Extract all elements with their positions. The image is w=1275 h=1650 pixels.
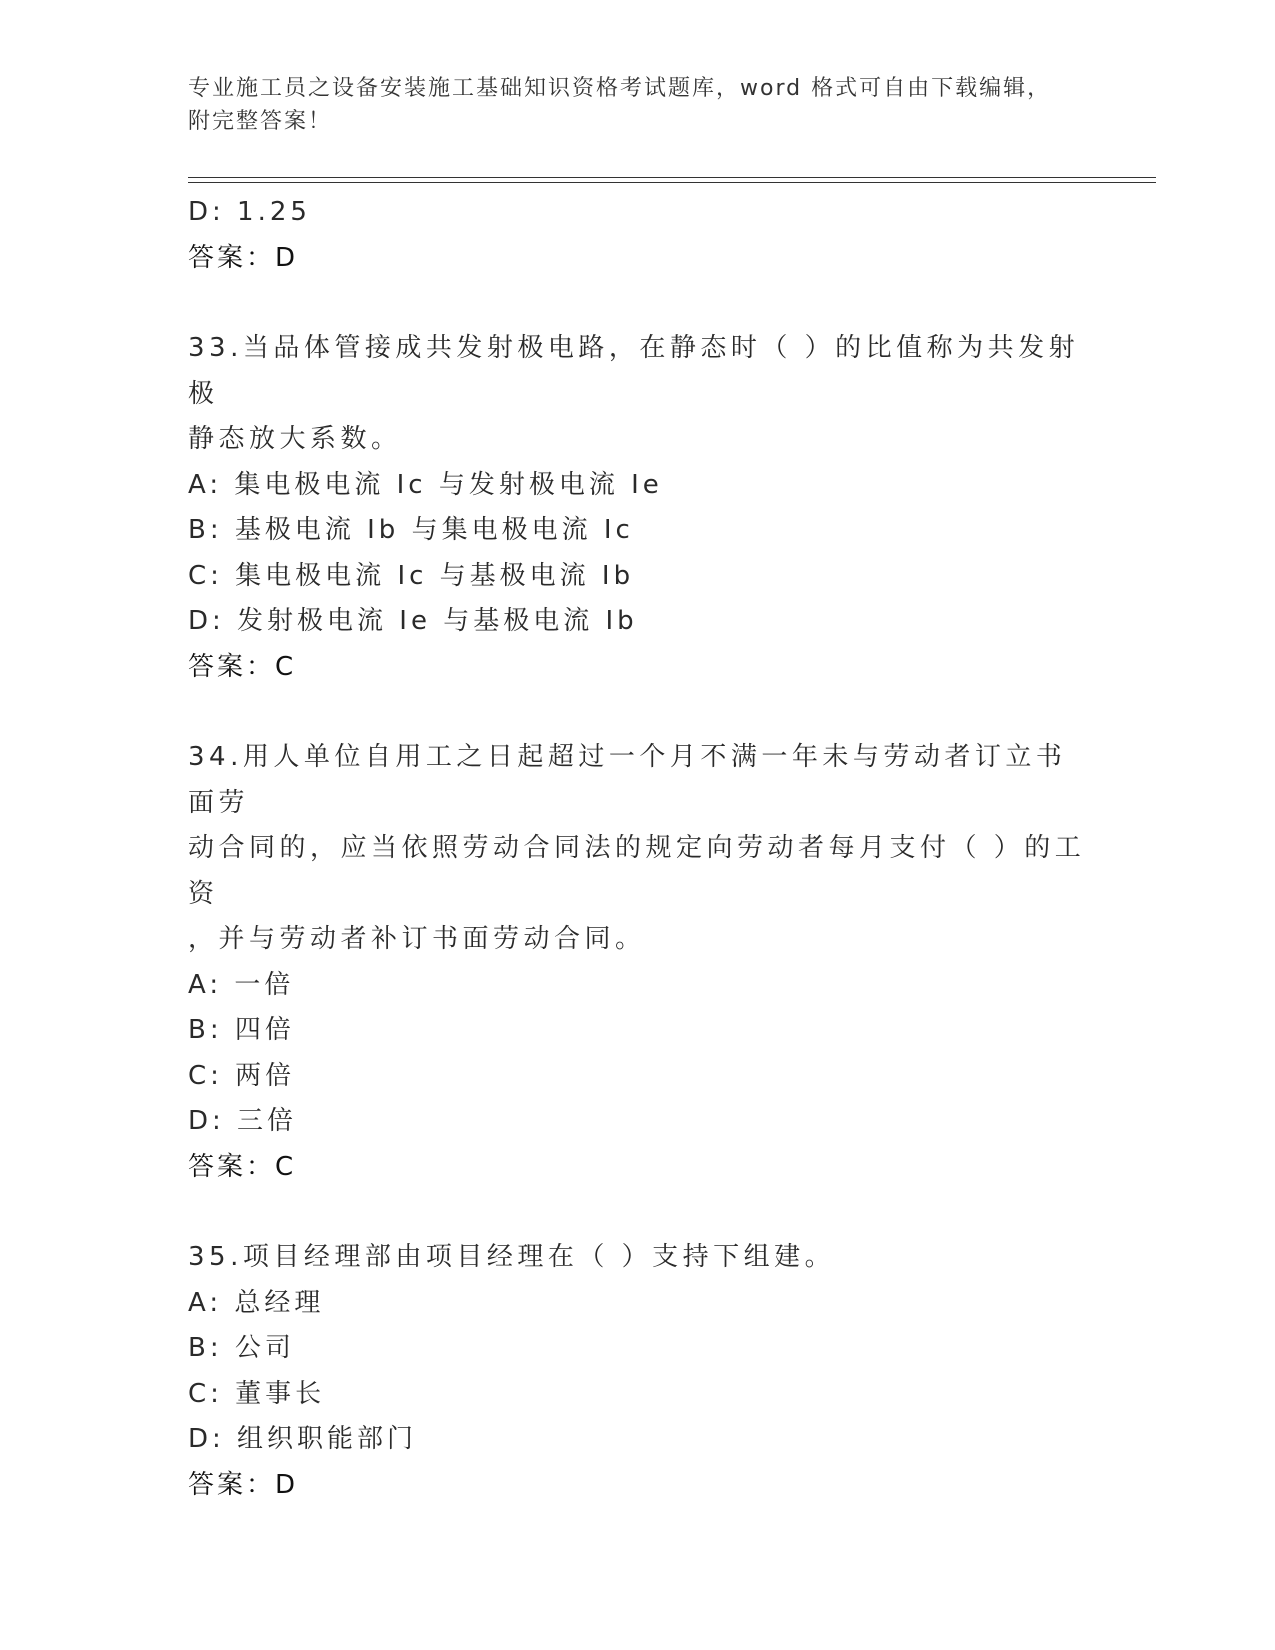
question-text-line: 34.用人单位自用工之日起超过一个月不满一年未与劳动者订立书面劳 [188,742,1067,818]
question-list [188,190,1088,1508]
previous-question-tail [188,190,1088,281]
question-text-line: ，并与劳动者补订书面劳动合同。 [188,924,646,954]
header-divider-top [188,177,1156,178]
question-text-line: 35.项目经理部由项目经理在（ ）支持下组建。 [188,1242,836,1272]
option-d: D: 组织职能部门 [188,1424,418,1454]
question-text-line: 动合同的，应当依照劳动合同法的规定向劳动者每月支付（ ）的工资 [188,833,1086,909]
answer-label: 答案：C [188,1151,297,1182]
answer-label: 答案：D [188,1469,299,1500]
header-line-2: 附完整答案！ [188,109,333,134]
option-a: A: 集电极电流 Ic 与发射极电流 Ie [188,469,663,500]
document-header [188,72,1088,138]
option-c: C: 董事长 [188,1378,326,1409]
header-divider-bottom [188,182,1156,183]
question-34 [188,735,1088,1190]
option-c: C: 集电极电流 Ic 与基极电流 Ib [188,560,635,591]
question-35 [188,1235,1088,1508]
question-text-line: 33.当品体管接成共发射极电路，在静态时（ ）的比值称为共发射极 [188,333,1080,409]
answer-label: 答案：C [188,651,297,682]
answer-label: 答案：D [188,242,299,273]
option-b: B: 基极电流 Ib 与集电极电流 Ic [188,515,634,545]
option-b: B: 公司 [188,1333,295,1363]
option-a: A: 一倍 [188,969,295,1000]
option-d: D: 1.25 [188,197,311,227]
header-line-1: 专业施工员之设备安装施工基础知识资格考试题库，word 格式可自由下载编辑， [188,76,1052,101]
option-d: D: 发射极电流 Ie 与基极电流 Ib [188,606,638,636]
question-33 [188,326,1088,690]
option-a: A: 总经理 [188,1287,325,1318]
question-text-line: 静态放大系数。 [188,424,402,454]
option-c: C: 两倍 [188,1060,296,1091]
option-d: D: 三倍 [188,1106,298,1136]
option-b: B: 四倍 [188,1015,295,1045]
